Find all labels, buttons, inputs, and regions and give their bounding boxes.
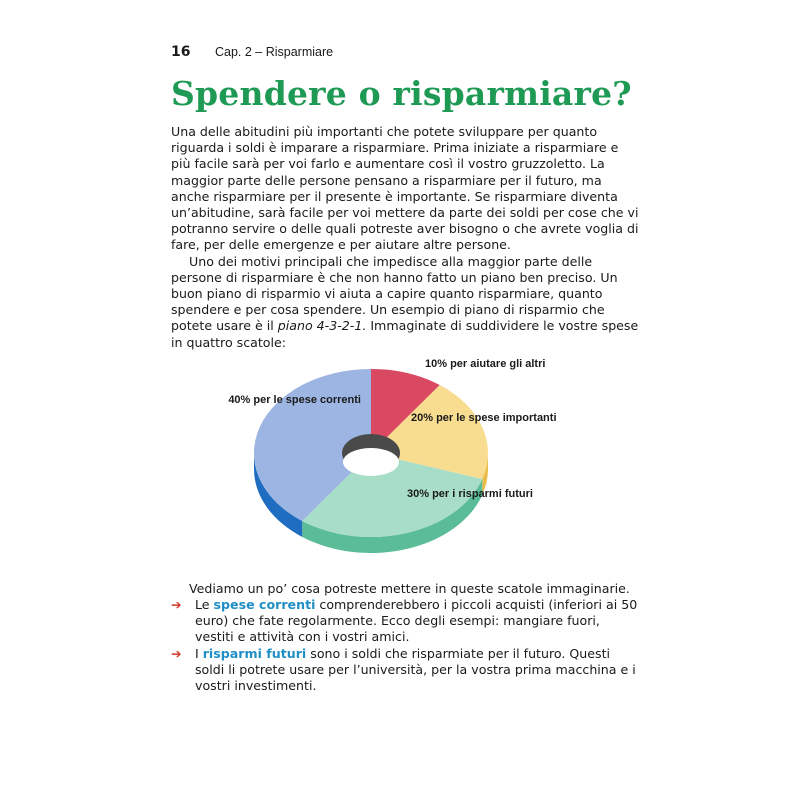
- page-number: 16: [171, 44, 191, 60]
- bullet-text-post: comprenderebbero i piccoli acquisti (inferiori ai 50 euro) che fate regolarmente. Ecco degli esempi: mangiare fuori, vestiti e attività con i vostri amici.: [195, 597, 638, 645]
- donut-hole: [343, 448, 399, 476]
- arrow-icon: ➔: [171, 597, 182, 613]
- bullet-text-pre: Le: [195, 597, 214, 613]
- chapter-title: Cap. 2 – Risparmiare: [215, 45, 334, 59]
- paragraph-plan: [171, 254, 641, 351]
- pie-label-2: 20% per le spese importanti: [411, 411, 557, 424]
- paragraph-plan-after: Immaginate di suddividere le vostre spese in quattro scatole:: [171, 318, 639, 350]
- term-risparmi-futuri: risparmi futuri: [202, 645, 307, 661]
- paragraph-boxes: Vediamo un po’ cosa potreste mettere in queste scatole immaginarie.: [189, 580, 630, 596]
- pie-label-1: 10% per aiutare gli altri: [425, 357, 546, 370]
- bullet-risparmi-futuri: [171, 646, 641, 695]
- plan-name: piano 4-3-2-1.: [277, 318, 367, 334]
- paragraph-intro: Una delle abitudini più importanti che potete sviluppare per quanto riguarda i soldi è imparare a risparmiare. Prima iniziate a risparmiare e più facile sarà per voi farlo e aumentare così il vostro gruzzoletto. La maggior parte delle persone pensano a risparmiare per il futuro, ma anche risparmiare per il presente è importante. Se risparmiare diventa un’abitudine, sarà facile per voi mettere da parte dei soldi per cose che vi potranno servire o delle quali potreste aver bisogno o che avrete voglia di fare, per delle emergenze e per aiutare altre persone.: [171, 124, 639, 253]
- bullet-text-post: sono i soldi che risparmiate per il futuro. Questi soldi li potrete usare per l’università, per la vostra prima macchina e i vostri investimenti.: [195, 645, 636, 694]
- arrow-icon: ➔: [171, 645, 182, 661]
- pie-label-4: 40% per le spese correnti: [228, 393, 361, 406]
- book-page: [171, 44, 641, 694]
- pie-chart-svg: [171, 355, 641, 577]
- running-header: [171, 44, 641, 70]
- savings-pie-chart: [171, 355, 641, 577]
- pie-label-3: 30% per i risparmi futuri: [407, 487, 533, 500]
- bullet-list: [171, 597, 641, 694]
- bullet-spese-correnti: [171, 597, 641, 646]
- term-spese-correnti: spese correnti: [213, 597, 316, 613]
- paragraph-plan-before: Uno dei motivi principali che impedisce alla maggior parte delle persone di risparmiare è che non hanno fatto un piano ben preciso. Un buon piano di risparmio vi aiuta a capire quanto risparmiare, quanto spendere e per cosa spendere. Un esempio di piano di risparmio che potete usare è il: [171, 253, 618, 334]
- section-title: Spendere o risparmiare?: [171, 74, 632, 113]
- bullet-text-pre: I: [195, 645, 203, 661]
